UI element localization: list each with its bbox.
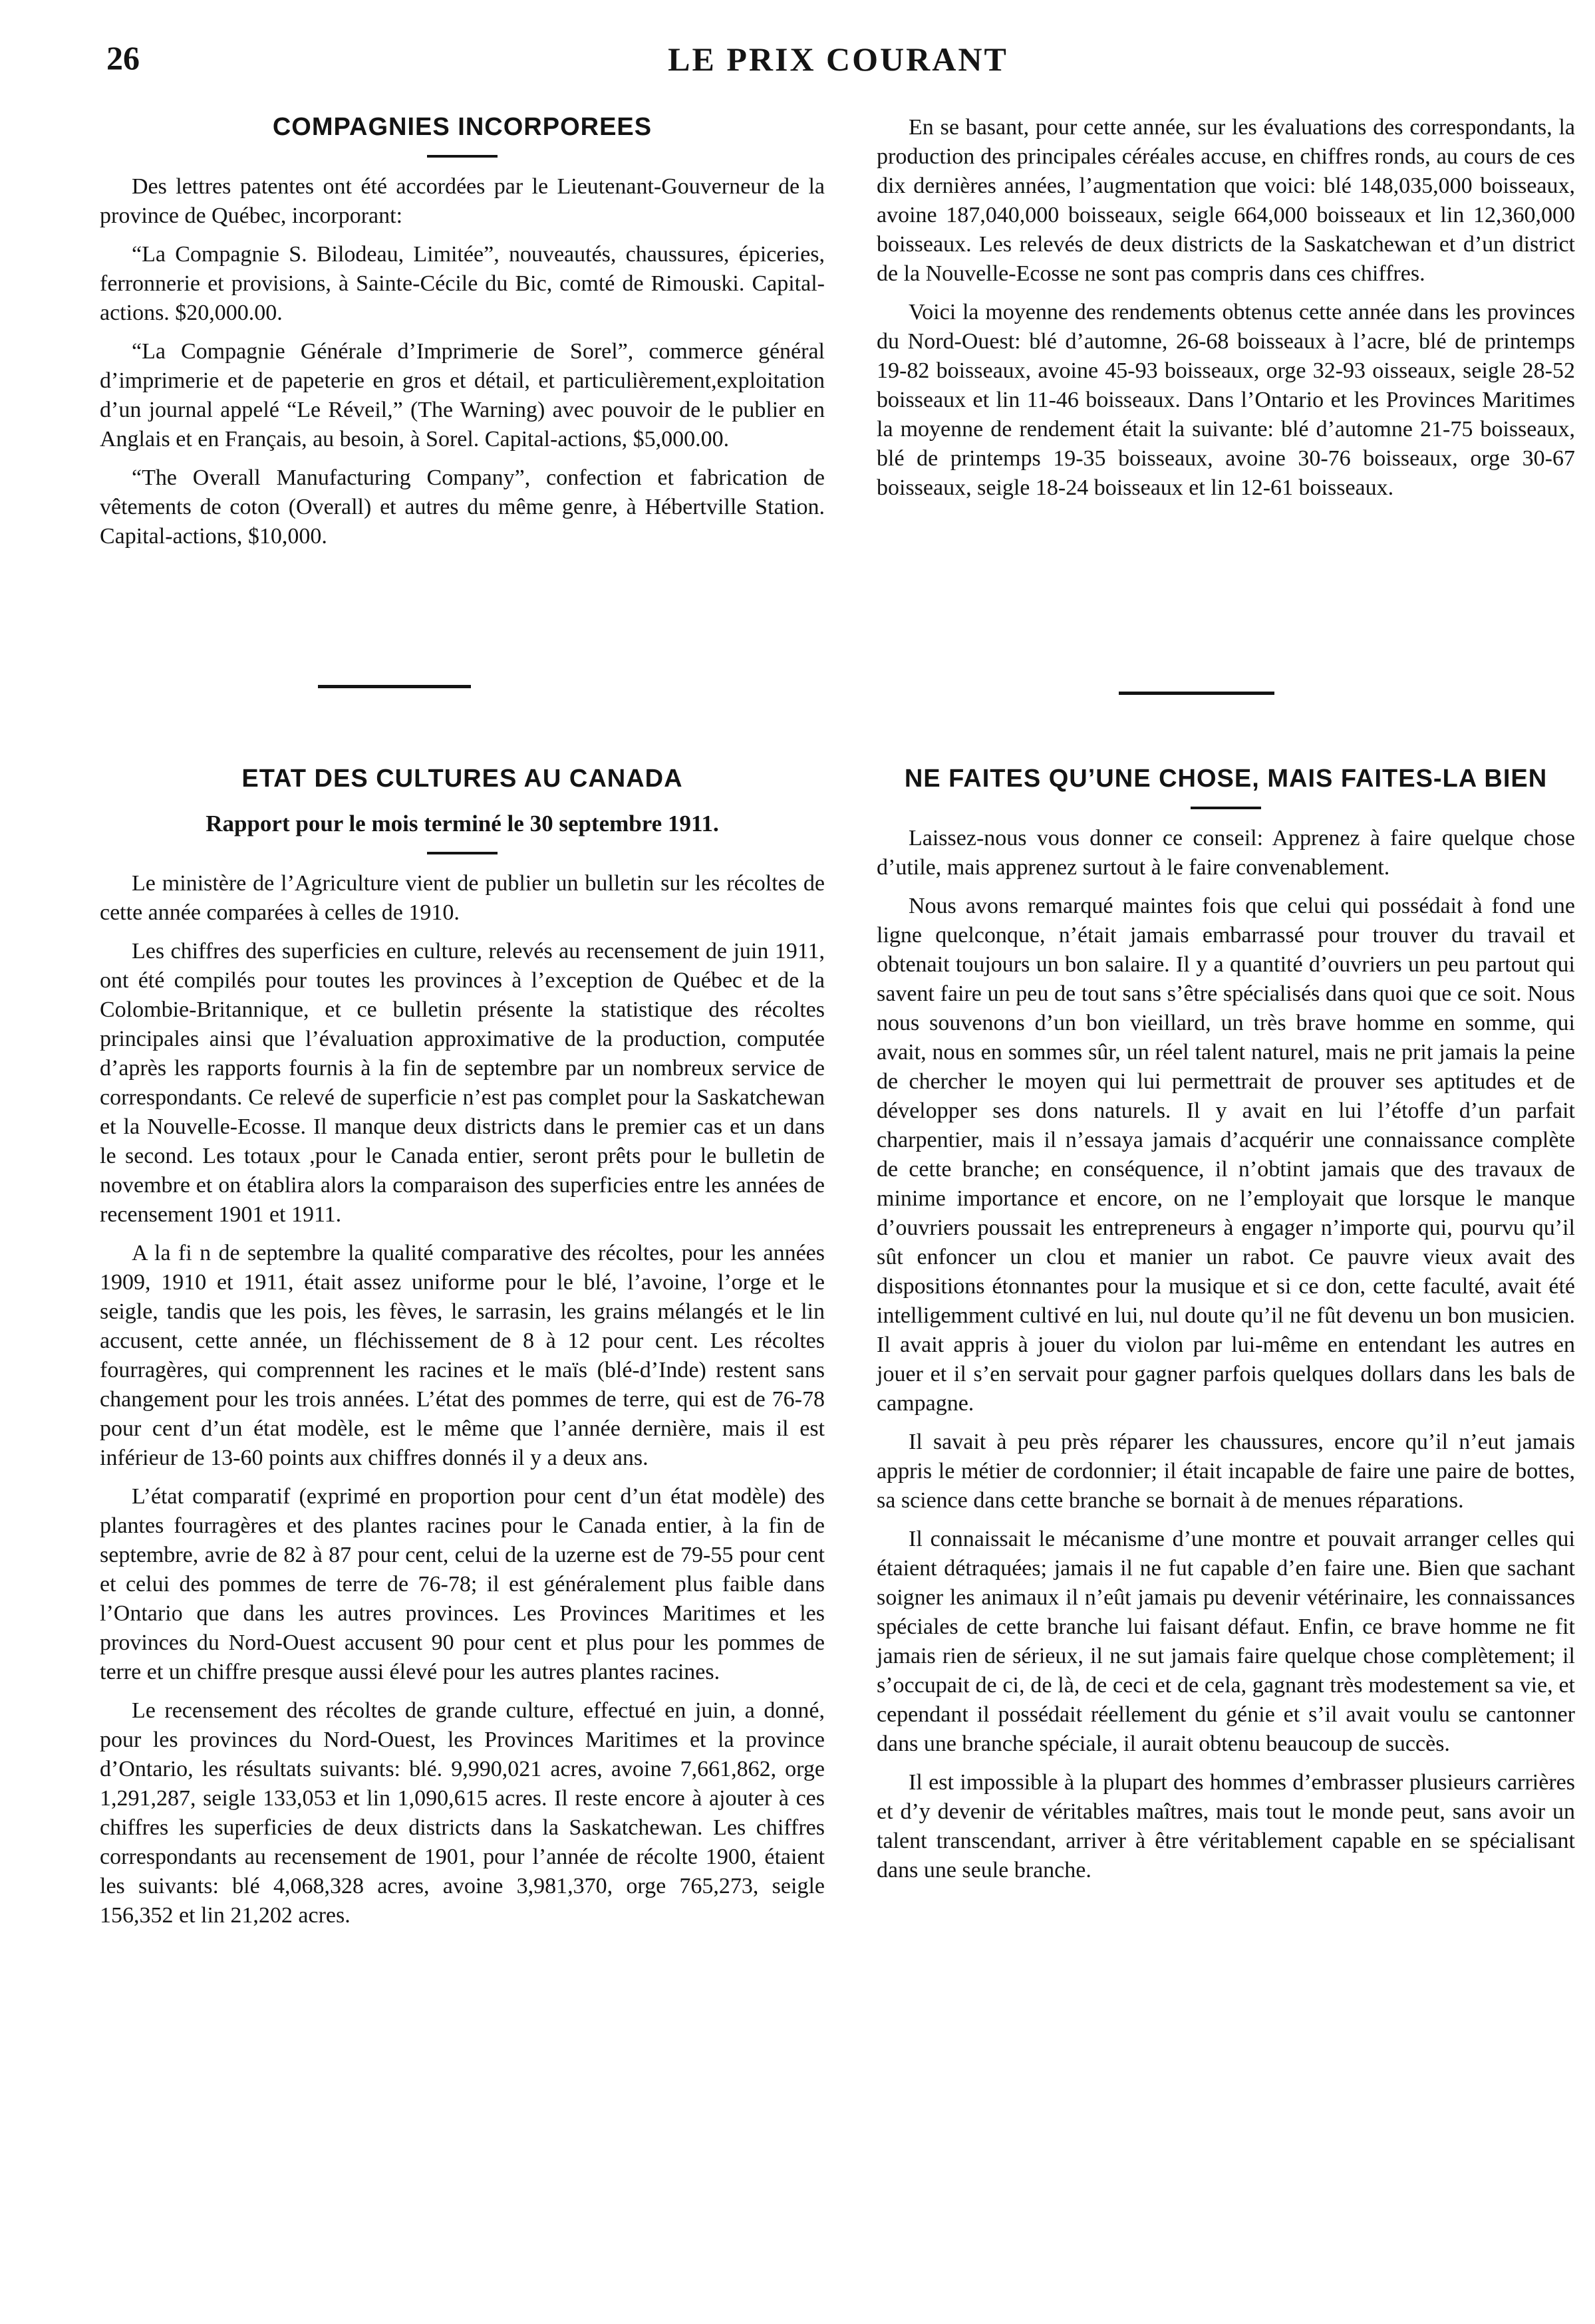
compagnies-title: COMPAGNIES INCORPOREES xyxy=(272,113,652,141)
etat-cultures-subtitle: Rapport pour le mois terminé le 30 septembre 1911. xyxy=(206,811,719,837)
continuation-article xyxy=(877,113,1575,512)
section-divider xyxy=(318,685,471,688)
section-divider xyxy=(1119,692,1274,695)
ne-faites-paragraph: Il est impossible à la plupart des hommes d’embrasser plusieurs carrières et d’y devenir de véritables maîtres, mais tout le monde peut, sans avoir un talent transcendant, arriver à être véritablement capable en se spécialisant dans une seule branche. xyxy=(877,1770,1575,1882)
etat-cultures-paragraph: Le ministère de l’Agriculture vient de publier un bulletin sur les récoltes de cette année comparées à celles de 1910. xyxy=(100,871,825,925)
etat-cultures-title: ETAT DES CULTURES AU CANADA xyxy=(241,765,683,793)
ne-faites-paragraph: Laissez-nous vous donner ce conseil: Apprenez à faire quelque chose d’utile, mais apprenez surtout à le faire convenablement. xyxy=(877,826,1575,880)
compagnies-paragraph: “La Compagnie Générale d’Imprimerie de Sorel”, commerce général d’imprimerie et de papeterie en gros et détail, et particulièrement,exploitation d’un journal appelé “Le Réveil,” (The Warning) avec pouvoir de le publier en Anglais et en Français, au besoin, à Sorel. Capital-actions, $5,000.00. xyxy=(100,339,825,452)
ne-faites-article xyxy=(877,765,1575,1894)
compagnies-article xyxy=(100,113,825,561)
ne-faites-paragraph: Il savait à peu près réparer les chaussures, encore qu’il n’eut jamais appris le métier de cordonnier; il était incapable de faire une paire de bottes, sa science dans cette branche se bornait à de menues réparations. xyxy=(877,1430,1575,1513)
page-number: 26 xyxy=(106,39,140,76)
title-rule xyxy=(427,155,498,158)
etat-cultures-paragraph: A la fi n de septembre la qualité comparative des récoltes, pour les années 1909, 1910 et 1911, était assez uniforme pour le blé, l’avoine, l’orge et le seigle, tandis que les pois, les fèves, le sarrasin, les grains mélangés et le lin accusent, cette année, un fléchissement de 8 à 12 pour cent. Les récoltes fourragères, qui comprennent les racines et le maïs (blé-d’Inde) restent sans changement pour les trois années. L’état des pommes de terre, qui est de 76-78 pour cent d’un état modèle, est le même que l’année dernière, mais il est inférieur de 13-60 points aux chiffres donnés il y a deux ans. xyxy=(100,1241,825,1470)
etat-cultures-paragraph: L’état comparatif (exprimé en proportion pour cent d’un état modèle) des plantes fourragères et des plantes racines pour le Canada entier, à la fin de septembre, avrie de 82 à 87 pour cent, celui de la uzerne est de 79-55 pour cent et celui des pommes de terre de 76-78; il est généralement plus faible dans l’Ontario que dans les autres provinces. Les Provinces Maritimes et les provinces du Nord-Ouest accusent 90 pour cent et plus pour les pommes de terre et un chiffre presque aussi élevé pour les autres plantes racines. xyxy=(100,1484,825,1684)
ne-faites-title: NE FAITES QU’UNE CHOSE, MAIS FAITES-LA BIEN xyxy=(904,765,1548,793)
ne-faites-paragraph: Nous avons remarqué maintes fois que celui qui possédait à fond une ligne quelconque, n’était jamais embarrassé pour trouver du travail et obtenait toujours un bon salaire. Il y a quantité d’ouvriers un peu partout qui savent faire un peu de tout sans s’être spécialisés dans quoi que ce soit. Nous nous souvenons d’un bon vieillard, un très brave homme en somme, qui avait, nous en sommes sûr, un réel talent naturel, mais ne prit jamais la peine de chercher le moyen qui lui permettrait de prouver ses aptitudes et de développer ses dons naturels. Il y avait en lui l’étoffe d’un parfait charpentier, mais il n’essaya jamais d’acquérir une connaissance complète de cette branche; en conséquence, il n’obtint jamais que des travaux de minime importance et encore, on ne l’employait que lorsque le manque d’ouvriers poussait les entrepreneurs à engager n’importe qui, pourvu qu’il sût enfoncer un clou et manier un rabot. Ce pauvre vieux avait des dispositions étonnantes pour la musique et si ce don, cette faculté, avait été intelligemment cultivé en lui, nul doute qu’il ne fût devenu un bon musicien. Il avait appris à jouer du violon par lui-même en entendant les autres en jouer et il s’en servait pour gagner parfois quelques dollars dans les bals de campagne. xyxy=(877,894,1575,1416)
compagnies-paragraph: “La Compagnie S. Bilodeau, Limitée”, nouveautés, chaussures, épiceries, ferronnerie et provisions, à Sainte-Cécile du Bic, comté de Rimouski. Capital-actions. $20,000.00. xyxy=(100,242,825,325)
etat-cultures-paragraph: Les chiffres des superficies en culture, relevés au recensement de juin 1911, ont été compilés pour toutes les provinces à l’exception de Québec et de la Colombie-Britannique, et ce bulletin présente la statistique des récoltes principales ainsi que l’évaluation approximative de la production, computée d’après les rapports fournis à la fin de septembre par un nombreux service de correspondants. Ce relevé de superficie n’est pas complet pour la Saskatchewan et la Nouvelle-Ecosse. Il manque deux districts dans le premier cas et un dans le second. Les totaux ,pour le Canada entier, seront prêts pour le bulletin de novembre et on établira alors la comparaison des superficies entre les années de recensement 1901 et 1911. xyxy=(100,939,825,1227)
ne-faites-paragraph: Il connaissait le mécanisme d’une montre et pouvait arranger celles qui étaient détraquées; jamais il ne fut capable d’en faire une. Bien que sachant soigner les animaux il n’eût jamais pu devenir vétérinaire, les connaissances spéciales de cette branche lui faisant défaut. Enfin, ce brave homme ne fit jamais rien de sérieux, il ne sut jamais faire quelque chose complètement; il s’occupait de ci, de là, de ceci et de cela, gagnant très modestement sa vie, et cependant il possédait réellement du génie et s’il avait voulu se cantonner dans une branche spéciale, il aurait obtenu beaucoup de succès. xyxy=(877,1527,1575,1756)
journal-title: LE PRIX COURANT xyxy=(668,41,1008,78)
compagnies-paragraph: Des lettres patentes ont été accordées par le Lieutenant-Gouverneur de la province de Québec, incorporant: xyxy=(100,174,825,228)
title-rule xyxy=(1191,807,1261,809)
continuation-paragraph: En se basant, pour cette année, sur les évaluations des correspondants, la production des principales céréales accuse, en chiffres ronds, au cours de ces dix dernières années, l’augmentation que voici: blé 148,035,000 boisseaux, avoine 187,040,000 boisseaux, seigle 664,000 boisseaux et lin 12,360,000 boisseaux. Les relevés de deux districts de la Saskatchewan et d’un district de la Nouvelle-Ecosse ne sont pas compris dans ces chiffres. xyxy=(877,115,1575,286)
etat-cultures-article xyxy=(100,765,825,1940)
title-rule xyxy=(427,852,498,854)
continuation-paragraph: Voici la moyenne des rendements obtenus cette année dans les provinces du Nord-Ouest: blé d’automne, 26-68 boisseaux à l’acre, blé de printemps 19-82 boisseaux, avoine 45-93 boisseaux, orge 32-93 oisseaux, seigle 28-52 boisseaux et lin 11-46 boisseaux. Dans l’Ontario et les Provinces Maritimes la moyenne de rendement était la suivante: blé d’automne 21-75 boisseaux, blé de printemps 19-35 boisseaux, avoine 30-76 boisseaux, orge 30-67 boisseaux, seigle 18-24 boisseaux et lin 12-61 boisseaux. xyxy=(877,300,1575,500)
compagnies-paragraph: “The Overall Manufacturing Company”, confection et fabrication de vêtements de coton (Overall) et autres du même genre, à Hébertville Station. Capital-actions, $10,000. xyxy=(100,465,825,549)
etat-cultures-paragraph: Le recensement des récoltes de grande culture, effectué en juin, a donné, pour les provinces du Nord-Ouest, les Provinces Maritimes et la province d’Ontario, les résultats suivants: blé. 9,990,021 acres, avoine 7,661,862, orge 1,291,287, seigle 133,053 et lin 1,090,615 acres. Il reste encore à ajouter à ces chiffres les superficies de deux districts dans la Saskatchewan. Les chiffres correspondants au recensement de 1901, pour l’année de récolte 1900, étaient les suivants: blé 4,068,328 acres, avoine 3,981,370, orge 765,273, seigle 156,352 et lin 21,202 acres. xyxy=(100,1698,825,1928)
